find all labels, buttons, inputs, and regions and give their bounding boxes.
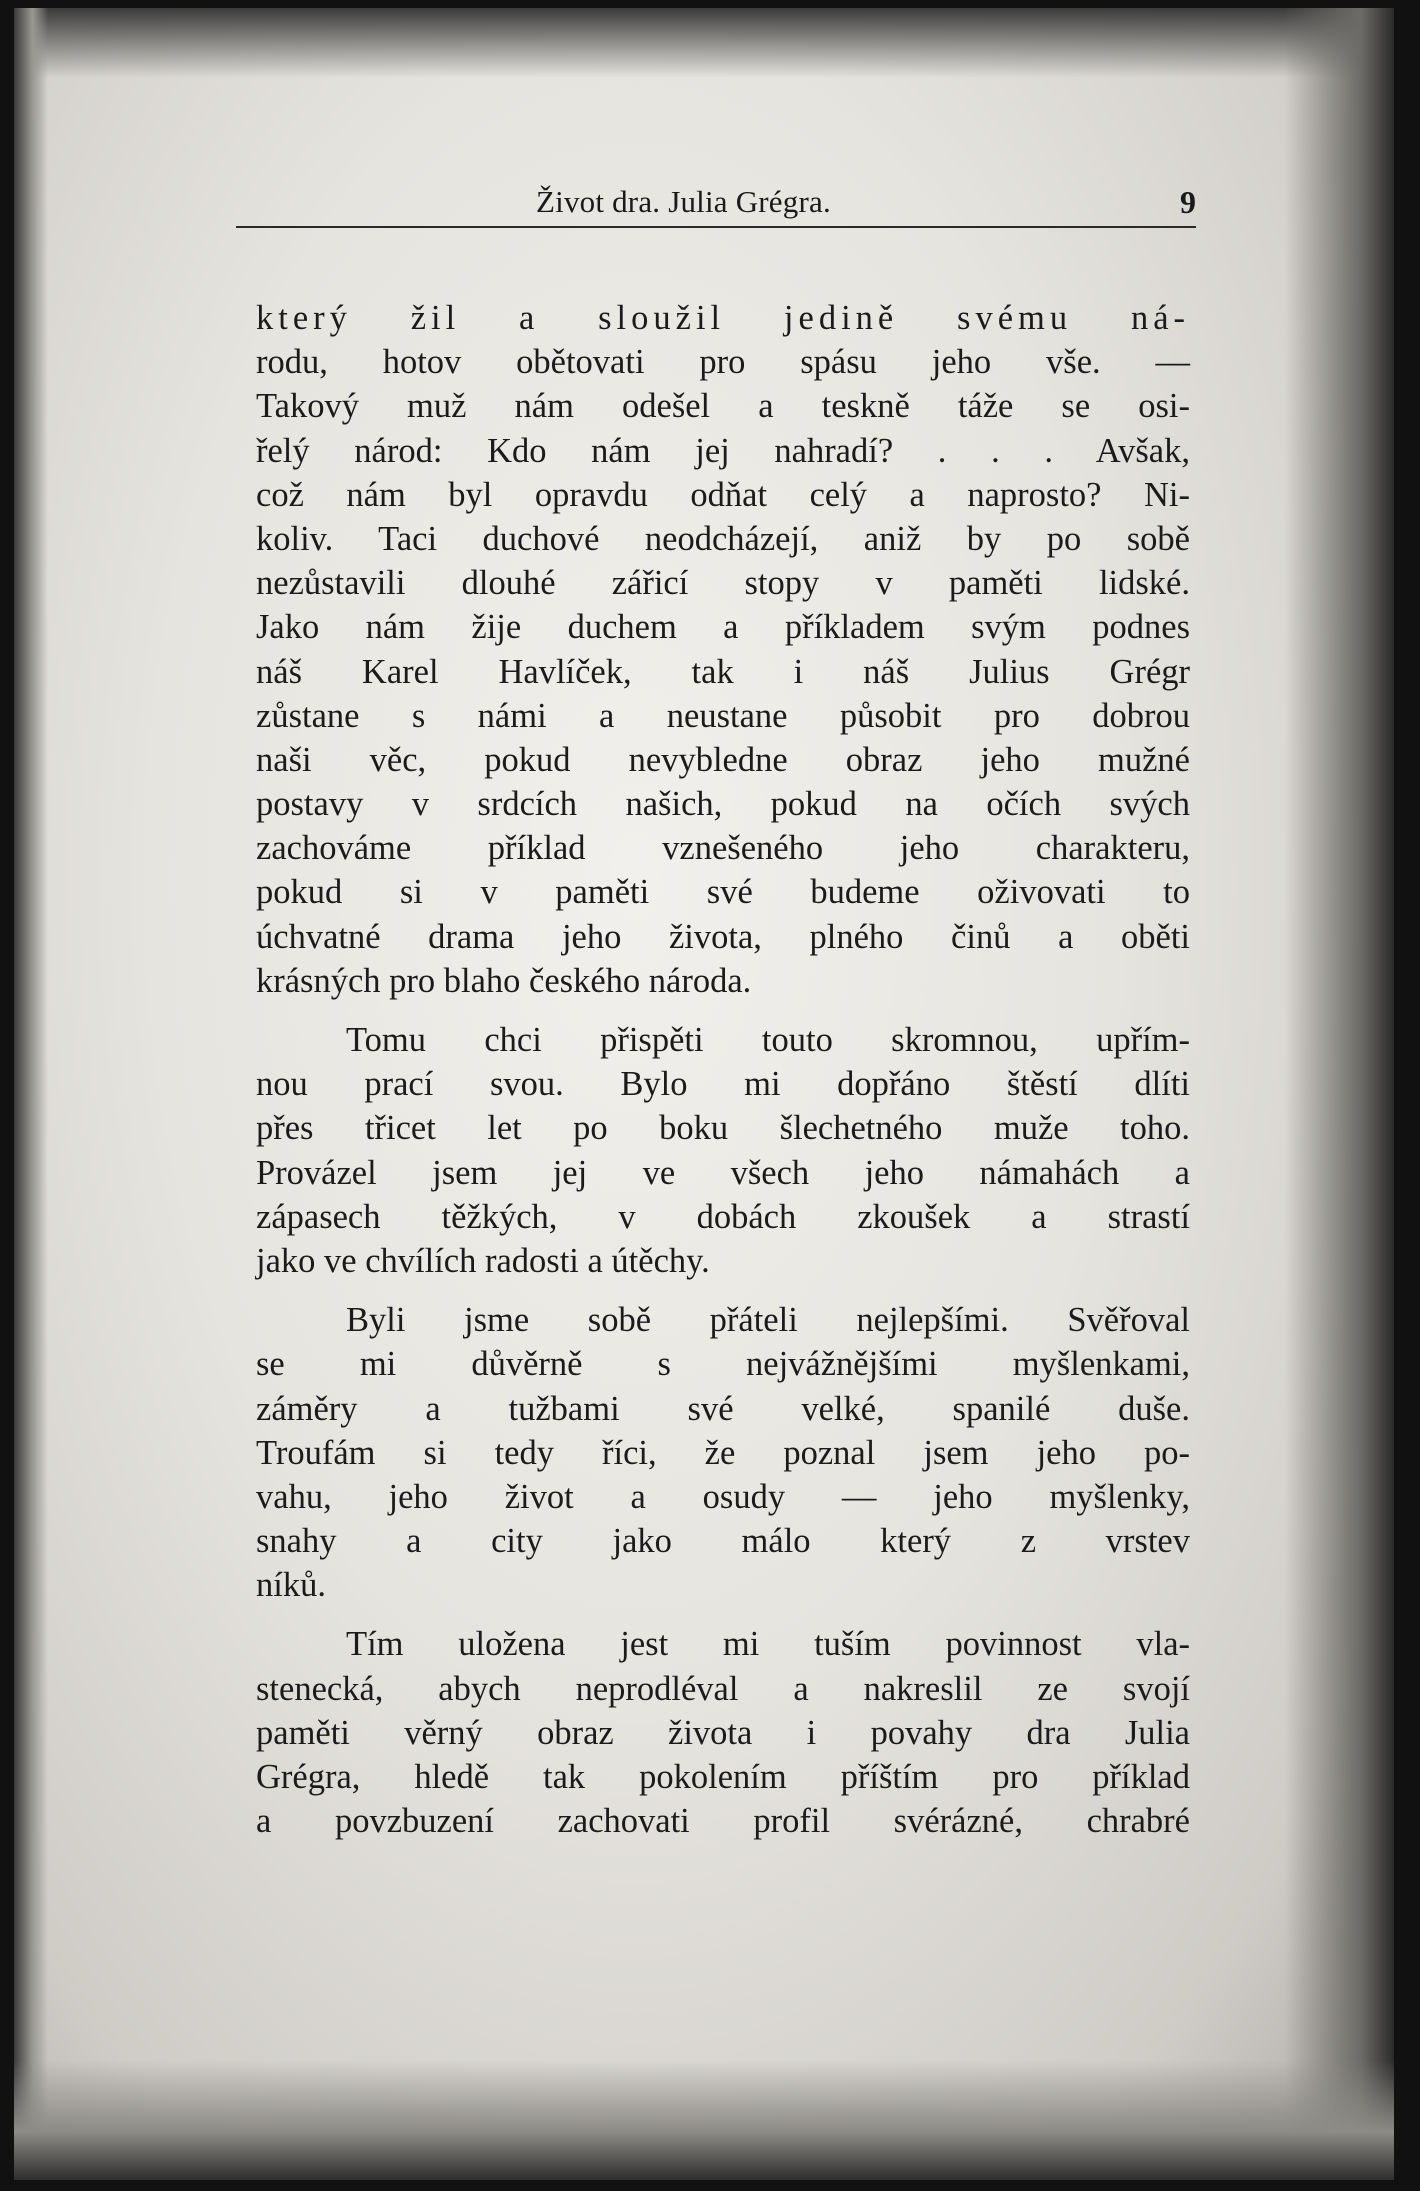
text-line: náš Karel Havlíček, tak i náš Julius Grégr [256, 652, 1190, 691]
text-line: Tomu chci přispěti touto skromnou, upřím- [346, 1021, 1190, 1059]
text-line: vahu, jeho život a osudy — jeho myšlenky, [256, 1477, 1190, 1516]
running-header [236, 180, 1196, 228]
text-line: nou prací svou. Bylo mi dopřáno štěstí dlíti [256, 1065, 1190, 1104]
text-line: naši věc, pokud nevybledne obraz jeho mužné [256, 740, 1190, 779]
paragraph-3 [256, 1298, 1190, 1607]
text-line: záměry a tužbami své velké, spanilé duše. [256, 1389, 1190, 1428]
page-top-shadow [14, 8, 1394, 78]
text-line: zůstane s námi a neustane působit pro dobrou [256, 696, 1190, 735]
page-number: 9 [1180, 184, 1196, 220]
text-line: pokud si v paměti své budeme oživovati to [256, 873, 1190, 912]
text-line: krásných pro blaho českého národa. [256, 961, 752, 1000]
text-line: což nám byl opravdu odňat celý a naprosto? Ni- [256, 475, 1190, 514]
book-page [14, 8, 1394, 2180]
text-line: Takový muž nám odešel a teskně táže se osi- [256, 387, 1190, 426]
text-line: Grégra, hledě tak pokolením příštím pro příklad [256, 1758, 1190, 1796]
text-line: Provázel jsem jej ve všech jeho námahách a [256, 1153, 1190, 1192]
text-line: Tím uložena jest mi tuším povinnost vla- [346, 1625, 1190, 1664]
text-line: koliv. Taci duchové neodcházejí, aniž by po sobě [256, 519, 1190, 558]
paragraph-2 [256, 1018, 1190, 1283]
text-line: zápasech těžkých, v dobách zkoušek a strastí [256, 1197, 1190, 1236]
text-line: který žil a sloužil jedině svému ná- [256, 299, 1190, 337]
text-line: postavy v srdcích našich, pokud na očích svých [256, 785, 1190, 824]
text-line: řelý národ: Kdo nám jej nahradí? . . . Avšak, [256, 431, 1190, 470]
text-line: Troufám si tedy říci, že poznal jsem jeho po- [256, 1433, 1190, 1472]
body-text [256, 296, 1190, 1843]
text-line: úchvatné drama jeho života, plného činů a oběti [256, 917, 1190, 956]
text-line: rodu, hotov obětovati pro spásu jeho vše. — [256, 343, 1190, 382]
running-title: Život dra. Julia Grégra. [536, 184, 831, 219]
text-line: paměti věrný obraz života i povahy dra Julia [256, 1713, 1190, 1752]
text-line: a povzbuzení zachovati profil svérázné, chrabré [256, 1802, 1190, 1841]
page-left-shadow [14, 8, 48, 2180]
text-line: Byli jsme sobě přáteli nejlepšími. Svěřoval [346, 1301, 1190, 1340]
paragraph-4 [256, 1622, 1190, 1843]
text-line: Jako nám žije duchem a příkladem svým podnes [256, 608, 1190, 647]
text-line: zachováme příklad vznešeného jeho charakteru, [256, 829, 1190, 868]
page-bottom-shadow [14, 2060, 1394, 2180]
text-line: nezůstavili dlouhé zářicí stopy v paměti lidské. [256, 564, 1190, 603]
paragraph-1 [256, 296, 1190, 1003]
text-line: jako ve chvílích radosti a útěchy. [256, 1241, 710, 1280]
page-right-shadow [1284, 8, 1394, 2180]
text-line: stenecká, abych neprodléval a nakreslil ze svojí [256, 1669, 1190, 1708]
text-line: níků. [256, 1566, 326, 1605]
text-line: přes třicet let po boku šlechetného muže toho. [256, 1109, 1190, 1148]
text-line: snahy a city jako málo který z vrstev [256, 1522, 1190, 1561]
text-line: se mi důvěrně s nejvážnějšími myšlenkami, [256, 1345, 1190, 1384]
